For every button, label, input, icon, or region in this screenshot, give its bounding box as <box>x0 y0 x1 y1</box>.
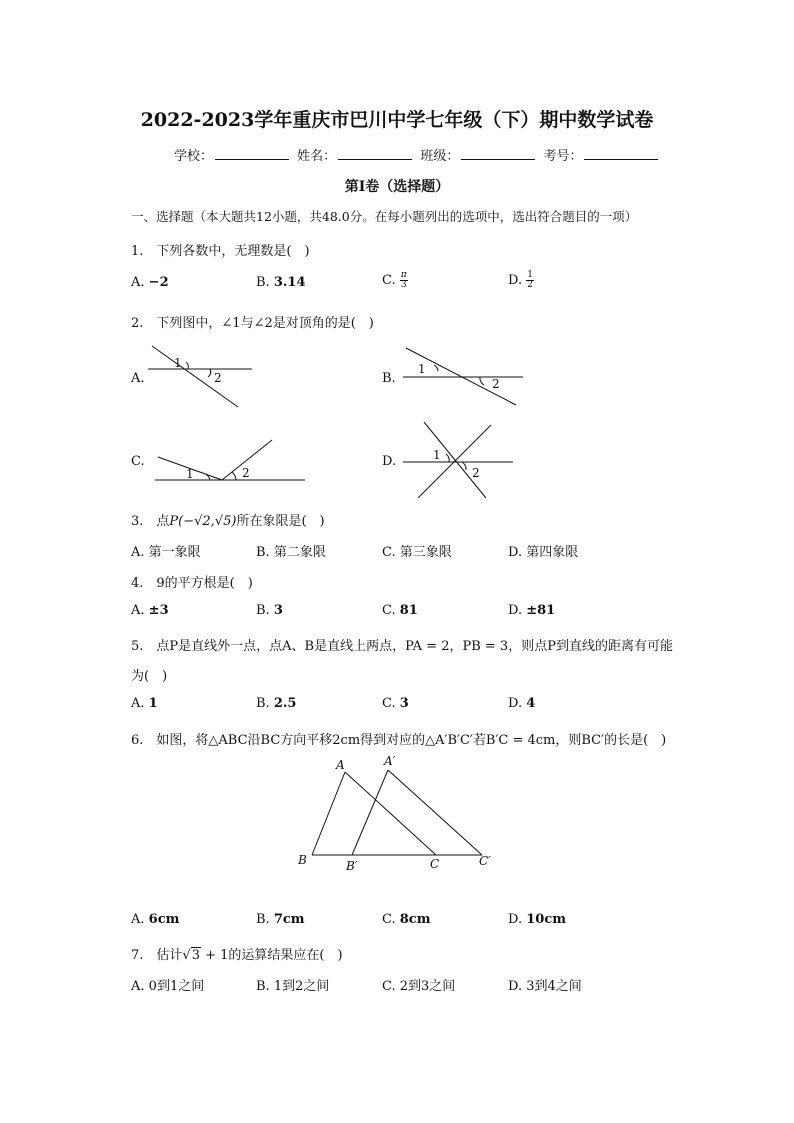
option-value: 3 <box>399 696 409 711</box>
option-letter: B. <box>256 979 270 994</box>
option-letter: C. <box>382 273 396 288</box>
q4-option-d[interactable] <box>508 603 555 618</box>
q6-option-b[interactable] <box>256 912 305 927</box>
point-expression: P(−√2,√5) <box>169 514 237 529</box>
q3-option-a[interactable] <box>131 541 201 560</box>
option-value: 第三象限 <box>399 545 452 560</box>
option-value: 3 <box>273 603 283 618</box>
number-label: 考号： <box>543 149 583 164</box>
option-letter: B. <box>256 545 270 560</box>
option-letter: A. <box>131 545 145 560</box>
option-value: 0到1之间 <box>148 979 205 994</box>
denominator: 3 <box>400 280 407 290</box>
option-letter: C. <box>382 603 396 618</box>
q2-option-b[interactable]: B. <box>382 371 396 386</box>
question-7-stem: 7. 估计√3 + 1的运算结果应在( ) <box>131 948 343 963</box>
option-value: 第二象限 <box>273 545 326 560</box>
vertex-b-label: B <box>298 853 307 867</box>
option-letter: A. <box>131 979 145 994</box>
q2-option-d[interactable]: D. <box>382 454 397 469</box>
numerator: π <box>400 270 407 280</box>
option-value: 第一象限 <box>148 545 201 560</box>
question-6-stem: 6. 如图，将△ABC沿BC方向平移2cm得到对应的△A′B′C′若B′C = 4cm，则BC′的长是( ) <box>131 733 667 748</box>
name-label: 姓名： <box>297 149 337 164</box>
option-letter: C. <box>382 696 396 711</box>
q5-option-b[interactable] <box>256 696 296 711</box>
q7-option-d[interactable] <box>508 975 582 994</box>
option-value: 6cm <box>148 912 180 927</box>
angle-1-label: 1 <box>418 362 426 376</box>
q2-option-c[interactable]: C. <box>131 454 145 469</box>
option-value: 2到3之间 <box>399 979 456 994</box>
q5-option-c[interactable] <box>382 696 409 711</box>
option-value: 3到4之间 <box>526 979 582 994</box>
q6-triangle-figure[interactable] <box>297 754 491 873</box>
option-letter: B. <box>256 912 270 927</box>
q7-option-c[interactable] <box>382 975 455 994</box>
option-letter: D. <box>508 545 523 560</box>
question-3-stem <box>131 510 325 529</box>
class-label: 班级： <box>420 149 460 164</box>
option-letter: A. <box>131 696 145 711</box>
angle-1-label: 1 <box>433 448 441 462</box>
q4-option-a[interactable] <box>131 603 169 618</box>
option-letter: D. <box>508 912 523 927</box>
part-instructions: 一、选择题（本大题共12小题，共48.0分。在每小题列出的选项中，选出符合题目的一项） <box>131 209 638 224</box>
radicand: 3 <box>191 948 200 963</box>
option-value: 1到2之间 <box>273 979 330 994</box>
option-letter: D. <box>508 979 523 994</box>
option-letter: C. <box>382 979 396 994</box>
question-5-stem-continued: 为( ) <box>131 669 168 684</box>
option-value: 第四象限 <box>526 545 579 560</box>
vertex-c-prime-label: C′ <box>479 854 491 868</box>
denominator: 2 <box>527 280 533 290</box>
q6-option-c[interactable] <box>382 912 430 927</box>
angle-2-label: 2 <box>492 377 500 391</box>
q2-figure-a[interactable] <box>148 346 252 407</box>
question-5-stem: 5. 点P是直线外一点，点A、B是直线上两点，PA = 2，PB = 3，则点P到直线的距离有可能 <box>131 639 673 654</box>
q2-figure-c[interactable] <box>155 440 305 481</box>
option-value: 81 <box>399 603 418 618</box>
question-2-stem: 2. 下列图中，∠1与∠2是对顶角的是( ) <box>131 316 374 331</box>
q7-option-a[interactable] <box>131 975 204 994</box>
vertex-a-prime-label: A′ <box>384 754 396 768</box>
question-1-stem: 1. 下列各数中，无理数是( ) <box>131 244 310 259</box>
q5-option-d[interactable] <box>508 696 535 711</box>
option-letter: C. <box>382 545 396 560</box>
q2-option-a[interactable]: A. <box>131 371 145 386</box>
option-value: 1 <box>148 696 158 711</box>
option-letter: D. <box>508 603 523 618</box>
option-value: 2.5 <box>273 696 297 711</box>
q4-option-c[interactable] <box>382 603 418 618</box>
q2-figure-d[interactable] <box>403 422 513 498</box>
q7-option-b[interactable] <box>256 975 329 994</box>
q3-option-d[interactable] <box>508 541 578 560</box>
stem-text: + 1的运算结果应在( ) <box>200 948 343 963</box>
stem-text: 3. 点 <box>131 514 170 529</box>
q6-option-d[interactable] <box>508 912 566 927</box>
angle-2-label: 2 <box>242 466 250 480</box>
option-value: ±3 <box>148 603 169 618</box>
question-4-stem: 4. 9的平方根是( ) <box>131 576 253 591</box>
option-value: 7cm <box>273 912 305 927</box>
page-title: 2022-2023学年重庆市巴川中学七年级（下）期中数学试卷 <box>140 109 654 131</box>
angle-1-label: 1 <box>174 356 182 370</box>
option-letter: B. <box>256 275 270 290</box>
option-letter: D. <box>508 696 523 711</box>
angle-1-label: 1 <box>186 467 194 481</box>
option-letter: A. <box>131 275 145 290</box>
angle-2-label: 2 <box>214 371 222 385</box>
stem-text: 7. 估计 <box>131 948 183 963</box>
option-value: 10cm <box>526 912 566 927</box>
option-value: 3.14 <box>273 275 306 290</box>
option-value: 4 <box>526 696 536 711</box>
option-value: ±81 <box>526 603 556 618</box>
option-letter: A. <box>131 912 145 927</box>
option-letter: D. <box>508 273 523 288</box>
q4-option-b[interactable] <box>256 603 283 618</box>
option-value: −2 <box>148 275 169 290</box>
stem-text: 所在象限是( ) <box>236 514 325 529</box>
option-letter: C. <box>382 912 396 927</box>
option-letter: B. <box>256 696 270 711</box>
school-label: 学校： <box>174 149 214 164</box>
section-heading: 第I卷（选择题） <box>344 179 450 195</box>
vertex-c-label: C <box>430 857 440 871</box>
angle-2-label: 2 <box>472 466 480 480</box>
q5-option-a[interactable] <box>131 696 158 711</box>
numerator: 1 <box>527 270 533 280</box>
option-value: 8cm <box>399 912 431 927</box>
q6-option-a[interactable] <box>131 912 179 927</box>
q2-figure-b[interactable] <box>403 348 523 405</box>
vertex-b-prime-label: B′ <box>346 859 358 873</box>
q3-option-c[interactable] <box>382 541 452 560</box>
option-letter: A. <box>131 603 145 618</box>
vertex-a-label: A <box>336 758 345 772</box>
option-letter: B. <box>256 603 270 618</box>
q3-option-b[interactable] <box>256 541 326 560</box>
